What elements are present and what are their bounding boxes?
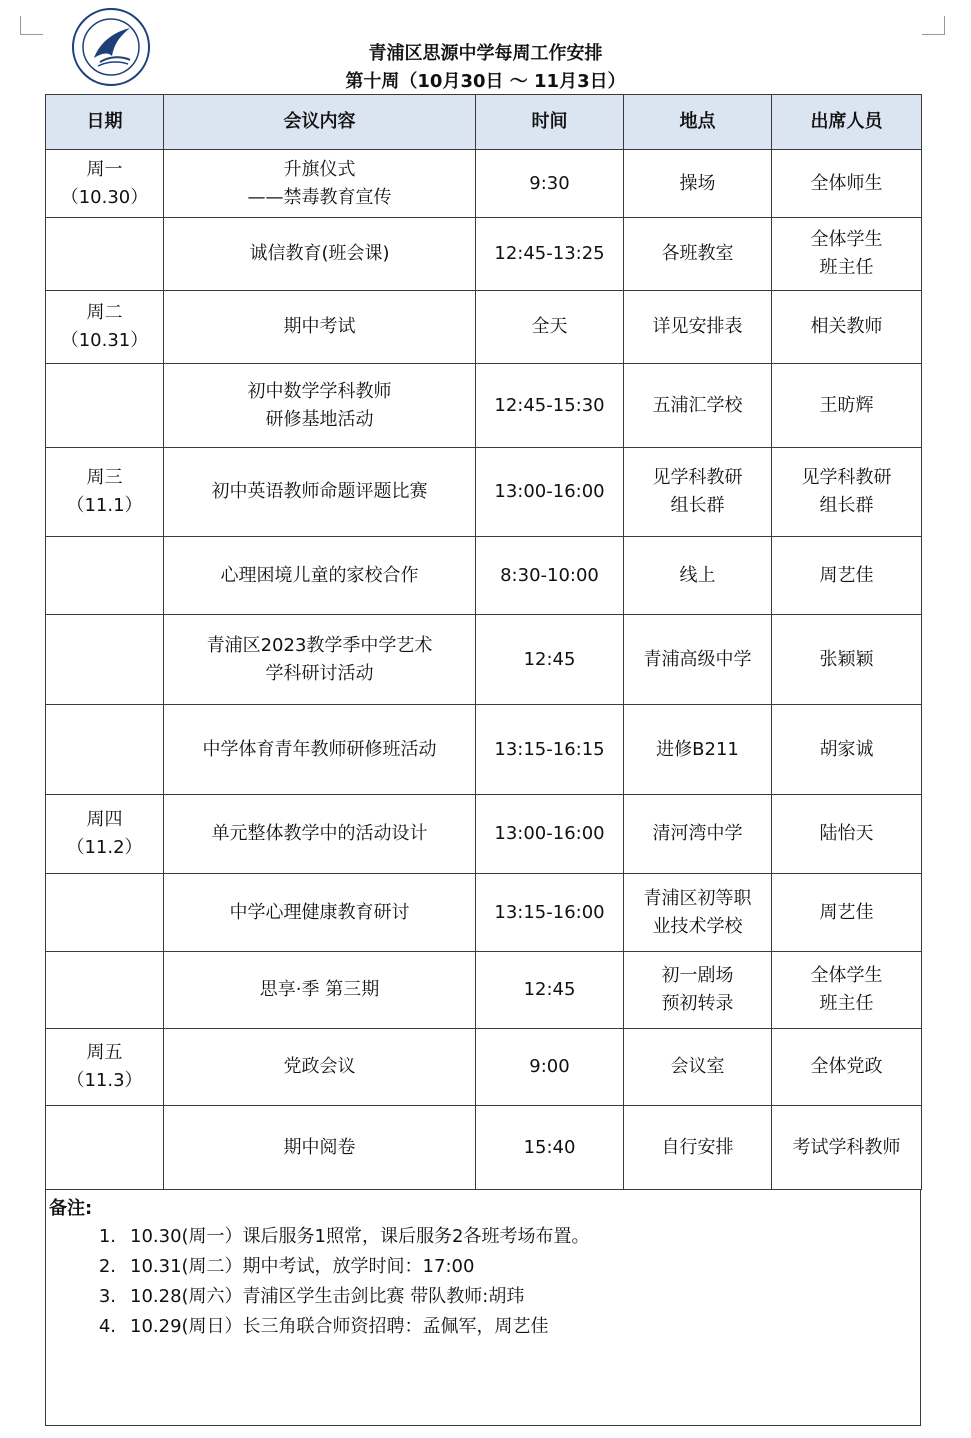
schedule-table	[45, 94, 922, 1190]
cell-content-line: 诚信教育(班会课)	[249, 243, 390, 264]
table-row	[46, 537, 922, 615]
note-item	[46, 1222, 589, 1252]
weekday-label: 周二	[86, 302, 123, 323]
cell-attendees-line: 周艺佳	[819, 564, 874, 586]
date-label: （11.1）	[66, 495, 143, 516]
cell-attendees-line: 组长群	[819, 495, 874, 516]
cell-time: 12:45	[476, 615, 624, 705]
cell-date	[46, 1029, 164, 1106]
table-row	[46, 952, 922, 1029]
cell-content-line: 青浦区2023教学季中学艺术	[206, 634, 433, 656]
cell-time: 12:45	[476, 952, 624, 1029]
note-item	[46, 1312, 589, 1342]
cell-attendees-line: 胡家诚	[819, 738, 874, 760]
cell-attendees	[772, 537, 922, 615]
cell-content	[164, 705, 476, 795]
note-item	[46, 1282, 589, 1312]
cell-date	[46, 150, 164, 218]
page-title: 青浦区思源中学每周工作安排	[368, 43, 603, 64]
cell-place	[624, 795, 772, 874]
cell-content	[164, 364, 476, 448]
cell-place	[624, 218, 772, 291]
cell-date	[46, 874, 164, 952]
cell-place	[624, 952, 772, 1029]
cell-attendees	[772, 150, 922, 218]
cell-place	[624, 1106, 772, 1190]
cell-attendees	[772, 874, 922, 952]
cell-place-line: 线上	[679, 564, 716, 586]
cell-content	[164, 1029, 476, 1106]
cell-place-line: 清河湾中学	[652, 823, 743, 844]
cell-time: 9:30	[476, 150, 624, 218]
cell-attendees-line: 考试学科教师	[792, 1136, 901, 1158]
cell-attendees-line: 张颖颖	[819, 648, 874, 670]
note-number: 3.	[98, 1286, 116, 1307]
table-row	[46, 1106, 922, 1190]
cell-attendees-line: 陆怡天	[819, 823, 874, 844]
cell-place	[624, 448, 772, 537]
cell-attendees-line: 全体师生	[810, 172, 883, 194]
cell-date	[46, 952, 164, 1029]
cell-place-line: 自行安排	[661, 1136, 734, 1158]
table-row	[46, 218, 922, 291]
cell-place	[624, 364, 772, 448]
cell-content-line: 初中数学学科教师	[247, 380, 392, 402]
cell-attendees-line: 班主任	[819, 993, 874, 1014]
weekday-label: 周一	[86, 158, 123, 180]
cell-place-line: 青浦高级中学	[643, 648, 752, 670]
cell-place-line: 各班教室	[661, 243, 734, 264]
column-header-date: 日期	[46, 95, 164, 150]
page-corner-mark-left	[20, 16, 43, 35]
cell-attendees	[772, 615, 922, 705]
cell-date	[46, 1106, 164, 1190]
note-text: 10.28(周六）青浦区学生击剑比赛 带队教师:胡玮	[130, 1286, 525, 1307]
cell-attendees	[772, 448, 922, 537]
cell-time: 13:15-16:15	[476, 705, 624, 795]
note-number: 4.	[98, 1316, 116, 1337]
weekday-label: 周五	[86, 1042, 123, 1063]
cell-attendees-line: 相关教师	[810, 316, 883, 337]
cell-date	[46, 537, 164, 615]
cell-time: 15:40	[476, 1106, 624, 1190]
cell-content	[164, 218, 476, 291]
page-corner-mark-right	[922, 16, 945, 35]
cell-attendees-line: 全体学生	[810, 229, 883, 250]
page-subtitle: 第十周（10月30日 ～ 11月3日）	[345, 71, 626, 92]
cell-attendees-line: 班主任	[819, 257, 874, 278]
cell-attendees	[772, 1029, 922, 1106]
cell-content	[164, 291, 476, 364]
table-header-row	[46, 95, 922, 150]
cell-attendees	[772, 952, 922, 1029]
cell-content	[164, 537, 476, 615]
cell-place-line: 预初转录	[661, 993, 734, 1014]
cell-attendees	[772, 218, 922, 291]
notes-section	[45, 1189, 921, 1426]
cell-attendees-line: 见学科教研	[801, 467, 892, 488]
cell-content	[164, 874, 476, 952]
cell-place	[624, 1029, 772, 1106]
cell-date	[46, 364, 164, 448]
table-row	[46, 291, 922, 364]
cell-time: 13:00-16:00	[476, 795, 624, 874]
cell-date	[46, 795, 164, 874]
column-header-time: 时间	[476, 95, 624, 150]
cell-attendees	[772, 795, 922, 874]
column-header-attendees: 出席人员	[772, 95, 922, 150]
cell-place-line: 见学科教研	[652, 467, 743, 488]
cell-content-line: 学科研讨活动	[265, 662, 374, 684]
cell-place	[624, 705, 772, 795]
cell-content	[164, 1106, 476, 1190]
cell-content-line: 期中阅卷	[283, 1136, 356, 1158]
cell-content	[164, 952, 476, 1029]
table-row	[46, 364, 922, 448]
date-label: （11.2）	[66, 837, 143, 858]
date-label: （11.3）	[66, 1070, 143, 1091]
column-header-place: 地点	[624, 95, 772, 150]
cell-place	[624, 537, 772, 615]
date-label: （10.31）	[60, 330, 149, 351]
cell-content-line: 中学体育青年教师研修班活动	[202, 738, 437, 760]
cell-place-line: 进修B211	[656, 738, 739, 760]
cell-time: 12:45-13:25	[476, 218, 624, 291]
note-number: 1.	[98, 1226, 116, 1247]
cell-place	[624, 874, 772, 952]
cell-place	[624, 150, 772, 218]
cell-content-line: 升旗仪式	[283, 158, 356, 180]
cell-place-line: 五浦汇学校	[652, 394, 743, 416]
cell-content-line: 初中英语教师命题评题比赛	[211, 481, 428, 502]
cell-content	[164, 795, 476, 874]
cell-attendees	[772, 364, 922, 448]
cell-content-line: ——禁毒教育宣传	[247, 186, 392, 208]
cell-time: 9:00	[476, 1029, 624, 1106]
table-row	[46, 448, 922, 537]
table-row	[46, 1029, 922, 1106]
cell-time: 13:15-16:00	[476, 874, 624, 952]
cell-content-line: 思享·季 第三期	[259, 979, 380, 1000]
cell-date	[46, 615, 164, 705]
cell-content-line: 心理困境儿童的家校合作	[220, 564, 419, 586]
note-text: 10.29(周日）长三角联合师资招聘：孟佩军，周艺佳	[130, 1316, 549, 1337]
cell-place-line: 会议室	[670, 1056, 725, 1077]
cell-place-line: 组长群	[670, 495, 725, 516]
cell-place-line: 初一剧场	[661, 965, 734, 986]
weekday-label: 周三	[86, 467, 123, 488]
cell-content-line: 党政会议	[283, 1056, 356, 1077]
cell-attendees	[772, 705, 922, 795]
cell-place	[624, 615, 772, 705]
cell-date	[46, 218, 164, 291]
cell-attendees-line: 全体党政	[810, 1056, 883, 1077]
cell-time: 8:30-10:00	[476, 537, 624, 615]
cell-date	[46, 291, 164, 364]
cell-attendees-line: 王昉辉	[819, 394, 874, 416]
cell-time: 13:00-16:00	[476, 448, 624, 537]
cell-content-line: 研修基地活动	[265, 408, 374, 430]
note-text: 10.30(周一）课后服务1照常，课后服务2各班考场布置。	[130, 1226, 590, 1247]
notes-title: 备注:	[49, 1198, 93, 1219]
cell-attendees-line: 周艺佳	[819, 901, 874, 923]
cell-date	[46, 448, 164, 537]
weekday-label: 周四	[86, 809, 123, 830]
note-number: 2.	[98, 1256, 116, 1277]
cell-time: 12:45-15:30	[476, 364, 624, 448]
cell-place-line: 详见安排表	[652, 316, 743, 337]
cell-content-line: 期中考试	[283, 316, 356, 337]
table-row	[46, 705, 922, 795]
table-row	[46, 874, 922, 952]
cell-content-line: 中学心理健康教育研讨	[229, 901, 410, 923]
date-label: （10.30）	[60, 186, 149, 208]
cell-content	[164, 448, 476, 537]
cell-date	[46, 705, 164, 795]
column-header-content: 会议内容	[164, 95, 476, 150]
cell-place-line: 操场	[679, 172, 716, 194]
cell-content	[164, 615, 476, 705]
note-text: 10.31(周二）期中考试，放学时间：17:00	[130, 1256, 475, 1277]
cell-attendees-line: 全体学生	[810, 965, 883, 986]
table-row	[46, 615, 922, 705]
cell-time: 全天	[476, 291, 624, 364]
table-row	[46, 795, 922, 874]
notes-list	[46, 1222, 589, 1342]
cell-place-line: 业技术学校	[652, 915, 743, 937]
cell-place	[624, 291, 772, 364]
note-item	[46, 1252, 589, 1282]
cell-content	[164, 150, 476, 218]
cell-attendees	[772, 1106, 922, 1190]
cell-attendees	[772, 291, 922, 364]
cell-content-line: 单元整体教学中的活动设计	[211, 823, 428, 844]
cell-place-line: 青浦区初等职	[643, 887, 752, 909]
table-row	[46, 150, 922, 218]
